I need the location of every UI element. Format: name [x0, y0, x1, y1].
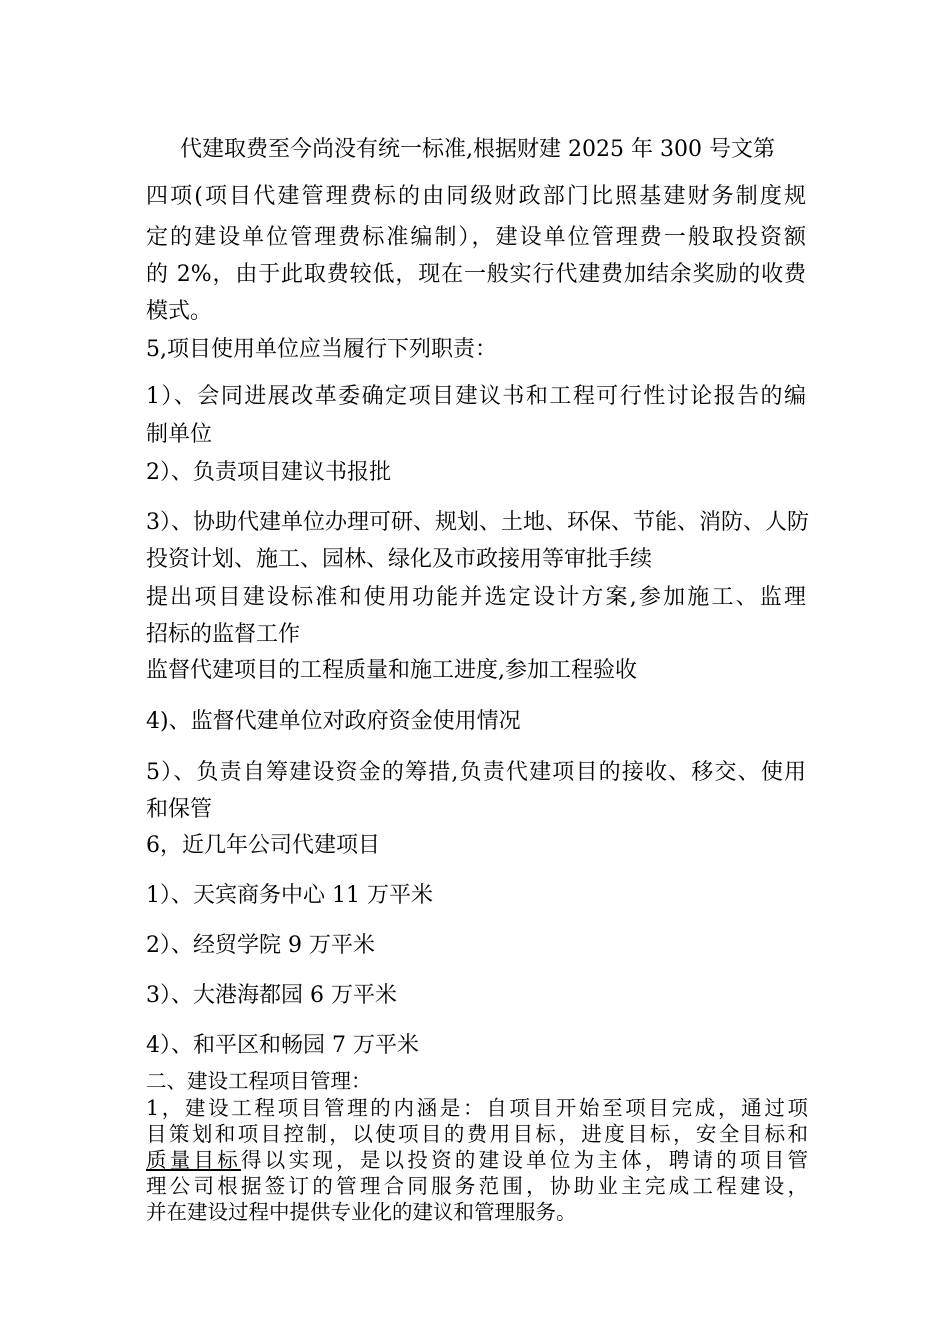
- paragraph-text: 得以实现，是以投资的建设单位为主体，聘请的项目管: [241, 1148, 809, 1172]
- paragraph-line: 目策划和项目控制，以使项目的费用目标，进度目标，安全目标和: [146, 1122, 808, 1146]
- paragraph-line: 四项(项目代建管理费标的由同级财政部门比照基建财务制度规: [146, 184, 806, 209]
- project-item: 3）、大港海都园 6 万平米: [146, 983, 397, 1008]
- list-item: 制单位: [146, 422, 213, 447]
- duties-heading: 5,项目使用单位应当履行下列职责：: [146, 337, 497, 362]
- section-heading: 二、建设工程项目管理：: [146, 1069, 372, 1093]
- list-item: 监督代建项目的工程质量和施工进度,参加工程验收: [146, 658, 637, 683]
- list-item: 2）、负责项目建议书报批: [146, 460, 391, 485]
- list-item: 提出项目建设标准和使用功能并选定设计方案,参加施工、监理: [146, 585, 806, 610]
- project-item: 1）、天宾商务中心 11 万平米: [146, 883, 433, 908]
- list-item: 和保管: [146, 797, 213, 822]
- paragraph-line: 的 2%，由于此取费较低，现在一般实行代建费加结余奖励的收费: [146, 262, 806, 287]
- project-item: 4）、和平区和畅园 7 万平米: [146, 1033, 419, 1058]
- paragraph-line: 定的建设单位管理费标准编制），建设单位管理费一般取投资额: [146, 225, 806, 250]
- paragraph-line: 代建取费至今尚没有统一标准,根据财建 2025 年 300 号文第: [180, 137, 775, 162]
- paragraph-line: 模式。: [146, 299, 213, 324]
- list-item: 1）、会同进展改革委确定项目建议书和工程可行性讨论报告的编: [146, 384, 806, 409]
- list-item: 3）、协助代建单位办理可研、规划、土地、环保、节能、消防、人防: [146, 510, 809, 535]
- paragraph-line: 并在建设过程中提供专业化的建议和管理服务。: [146, 1200, 577, 1224]
- paragraph-line: [146, 1148, 808, 1172]
- list-item: 5）、负责自筹建设资金的筹措,负责代建项目的接收、移交、使用: [146, 760, 806, 785]
- list-item: 投资计划、施工、园林、绿化及市政接用等审批手续: [146, 547, 653, 572]
- quality-target-link[interactable]: 质量目标: [146, 1148, 242, 1172]
- project-item: 2）、经贸学院 9 万平米: [146, 933, 375, 958]
- paragraph-line: 理公司根据签订的管理合同服务范围，协助业主完成工程建设，: [146, 1174, 808, 1198]
- projects-heading: 6，近几年公司代建项目: [146, 833, 380, 858]
- list-item: 招标的监督工作: [146, 622, 301, 647]
- list-item: 4)、监督代建单位对政府资金使用情况: [146, 709, 521, 734]
- paragraph-line: 1，建设工程项目管理的内涵是：自项目开始至项目完成，通过项: [146, 1096, 808, 1120]
